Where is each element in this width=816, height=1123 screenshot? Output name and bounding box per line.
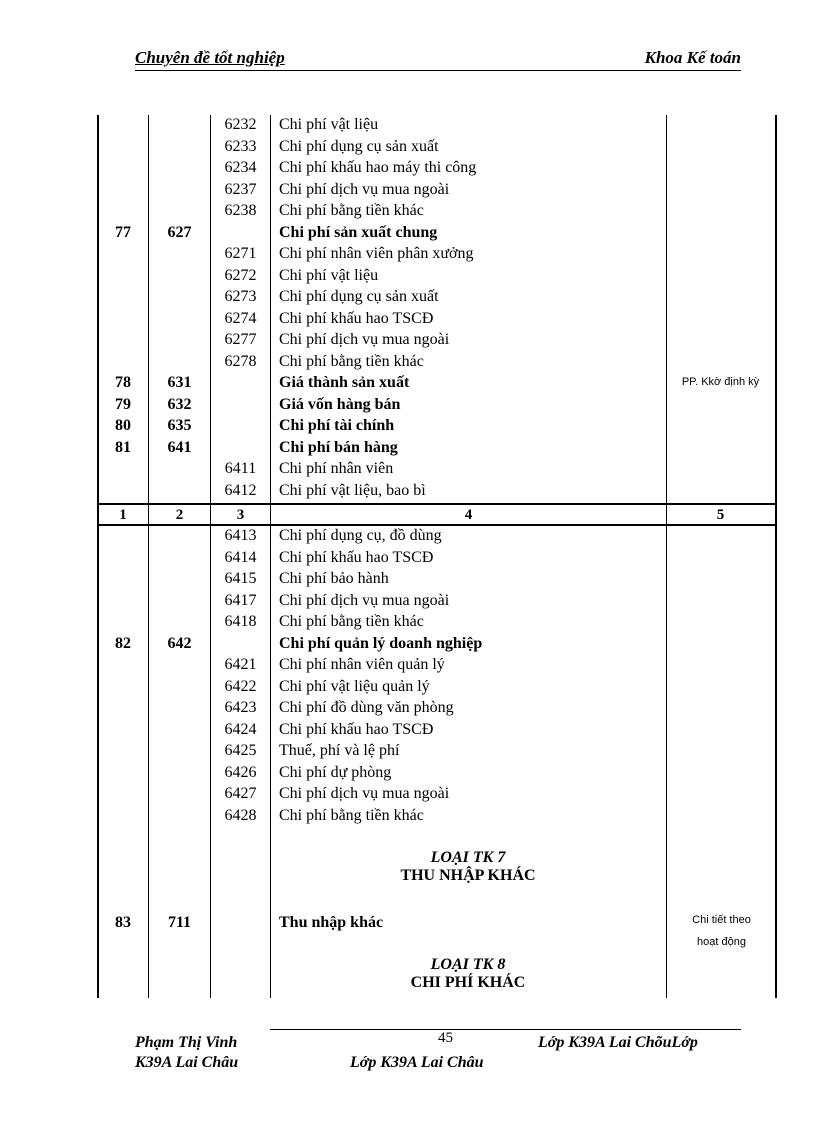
- row-account: 631: [167, 374, 192, 391]
- table-row: [97, 437, 777, 459]
- table-row: [97, 394, 777, 416]
- table-row: [97, 697, 777, 719]
- row-stt: 82: [115, 634, 131, 652]
- table-row: [97, 458, 777, 480]
- row-name: Chi phí dự phòng: [279, 763, 392, 781]
- table-row: [97, 222, 777, 244]
- table-row: [97, 633, 777, 655]
- table-row: [97, 611, 777, 633]
- table-row: [97, 654, 777, 676]
- row-name: Chi phí tài chính: [279, 417, 395, 434]
- footer-author: Phạm Thị Vinh: [135, 1034, 238, 1051]
- row-name: Chi phí khấu hao TSCĐ: [279, 548, 434, 566]
- row-subaccount: 6233: [224, 137, 257, 155]
- row-note: PP. Kkờ định kỳ: [681, 376, 760, 388]
- table-row: [97, 351, 777, 373]
- row-name: Giá thành sản xuất: [279, 374, 410, 391]
- table-row: [97, 114, 777, 136]
- table-row: [97, 308, 777, 330]
- column-number-row: [97, 505, 777, 525]
- row-name: Chi phí dụng cụ, đồ dùng: [279, 527, 442, 544]
- row-name: Chi phí bằng tiền khác: [279, 202, 424, 219]
- column-number-3: 3: [236, 507, 245, 523]
- note-line-1: Chi tiết theo: [692, 914, 751, 926]
- row-subaccount: 6414: [224, 548, 257, 566]
- row-name: Chi phí vật liệu: [279, 266, 379, 284]
- table-row: [97, 179, 777, 201]
- table-row: [97, 525, 777, 547]
- row-subaccount: 6428: [224, 806, 257, 824]
- row-name: Giá vốn hàng bán: [279, 395, 401, 413]
- row-name: Chi phí bằng tiền khác: [279, 613, 424, 630]
- header-department: Khoa Kế toán: [644, 48, 741, 67]
- row-name: Chi phí vật liệu, bao bì: [279, 481, 426, 499]
- row-stt: 79: [115, 395, 131, 413]
- row-subaccount: 6412: [224, 481, 257, 499]
- section-8-name: CHI PHÍ KHÁC: [410, 974, 526, 991]
- table-row: [97, 329, 777, 351]
- row-stt: 83: [115, 914, 131, 931]
- table-row: [97, 783, 777, 805]
- row-subaccount: 6237: [224, 180, 257, 198]
- row-name: Chi phí quản lý doanh nghiệp: [279, 634, 483, 652]
- row-subaccount: 6415: [224, 570, 257, 587]
- row-subaccount: 6427: [224, 785, 257, 802]
- row-subaccount: 6413: [224, 527, 257, 544]
- row-name: Chi phí bảo hành: [279, 570, 389, 587]
- row-subaccount: 6234: [224, 159, 257, 176]
- page-number: 45: [438, 1030, 453, 1046]
- row-subaccount: 6277: [224, 331, 257, 348]
- row-stt: 81: [115, 438, 131, 456]
- row-subaccount: 6272: [224, 266, 257, 284]
- section-type-8: [270, 956, 666, 992]
- table-row: [97, 719, 777, 741]
- row-name: Chi phí bằng tiền khác: [279, 806, 424, 824]
- row-name: Chi phí nhân viên quản lý: [279, 656, 445, 673]
- table-row: [97, 805, 777, 827]
- row-stt: 80: [115, 417, 131, 434]
- row-subaccount: 6278: [224, 352, 257, 370]
- row-subaccount: 6273: [224, 288, 257, 305]
- table-row: [97, 568, 777, 590]
- footer-class-right: Lớp K39A Lai ChõuLớp: [538, 1034, 698, 1051]
- row-83-note: [666, 909, 777, 953]
- row-name: Chi phí dụng cụ sản xuất: [279, 288, 439, 305]
- table-row: [97, 136, 777, 158]
- row-stt: 78: [115, 374, 131, 391]
- row-subaccount: 6238: [224, 202, 257, 219]
- table-row: [97, 740, 777, 762]
- row-stt: 77: [115, 223, 131, 241]
- row-name: Thu nhập khác: [279, 914, 384, 931]
- footer-divider: [270, 1029, 741, 1030]
- table-row: [97, 676, 777, 698]
- column-number-1: 1: [119, 507, 127, 523]
- row-subaccount: 6425: [224, 742, 257, 759]
- row-name: Chi phí dịch vụ mua ngoài: [279, 591, 450, 609]
- row-name: Chi phí sản xuất chung: [279, 223, 438, 241]
- row-name: Chi phí dịch vụ mua ngoài: [279, 180, 450, 198]
- table-row: [97, 286, 777, 308]
- row-name: Chi phí khấu hao TSCĐ: [279, 309, 434, 327]
- row-subaccount: 6274: [224, 309, 257, 327]
- row-name: Chi phí dụng cụ sản xuất: [279, 137, 439, 155]
- row-name: Chi phí vật liệu: [279, 116, 379, 133]
- row-name: Chi phí dịch vụ mua ngoài: [279, 331, 450, 348]
- row-name: Thuế, phí và lệ phí: [279, 742, 400, 759]
- row-name: Chi phí nhân viên: [279, 460, 394, 477]
- row-account: 641: [167, 438, 192, 456]
- row-account: 711: [167, 914, 192, 931]
- row-name: Chi phí nhân viên phân xưởng: [279, 245, 474, 262]
- row-name: Chi phí dịch vụ mua ngoài: [279, 785, 450, 802]
- row-account: 635: [167, 417, 192, 434]
- table-row: [97, 762, 777, 784]
- note-line-2: hoạt động: [697, 936, 746, 948]
- column-number-5: 5: [716, 507, 725, 523]
- section-type-7: [270, 849, 666, 885]
- row-subaccount: 6423: [224, 699, 257, 716]
- row-subaccount: 6232: [224, 116, 257, 133]
- row-account: 632: [167, 395, 192, 413]
- table-row: [97, 157, 777, 179]
- row-name: Chi phí khấu hao TSCĐ: [279, 720, 434, 738]
- column-number-2: 2: [175, 507, 184, 523]
- table-row: [97, 243, 777, 265]
- header-title: Chuyên đề tốt nghiệp: [135, 48, 285, 67]
- row-subaccount: 6426: [224, 763, 257, 781]
- table-row: [97, 372, 777, 394]
- table-row: [97, 480, 777, 502]
- footer-class-line2-left: K39A Lai Châu: [135, 1054, 239, 1071]
- footer-class-line2-mid: Lớp K39A Lai Châu: [350, 1054, 484, 1071]
- column-number-4: 4: [464, 507, 473, 523]
- row-subaccount: 6418: [224, 613, 257, 630]
- row-name: Chi phí bằng tiền khác: [279, 352, 424, 370]
- row-subaccount: 6411: [224, 460, 257, 477]
- row-account: 642: [167, 634, 192, 652]
- row-name: Chi phí vật liệu quản lý: [279, 677, 430, 695]
- row-name: Chi phí bán hàng: [279, 438, 398, 456]
- row-subaccount: 6417: [224, 591, 257, 609]
- row-subaccount: 6271: [224, 245, 257, 262]
- row-account: 627: [167, 223, 192, 241]
- row-name: Chi phí khấu hao máy thi công: [279, 159, 477, 176]
- table-row: [97, 547, 777, 569]
- row-name: Chi phí đồ dùng văn phòng: [279, 699, 454, 716]
- page-header: [135, 48, 741, 71]
- row-subaccount: 6421: [224, 656, 257, 673]
- section-7-name: THU NHẬP KHÁC: [400, 867, 536, 884]
- table-row: [97, 590, 777, 612]
- section-8-type: LOẠI TK 8: [430, 956, 506, 973]
- row-subaccount: 6424: [224, 720, 257, 738]
- table-row: [97, 265, 777, 287]
- row-subaccount: 6422: [224, 677, 257, 695]
- table-row: [97, 200, 777, 222]
- section-7-type: LOẠI TK 7: [430, 849, 506, 866]
- table-row: [97, 415, 777, 437]
